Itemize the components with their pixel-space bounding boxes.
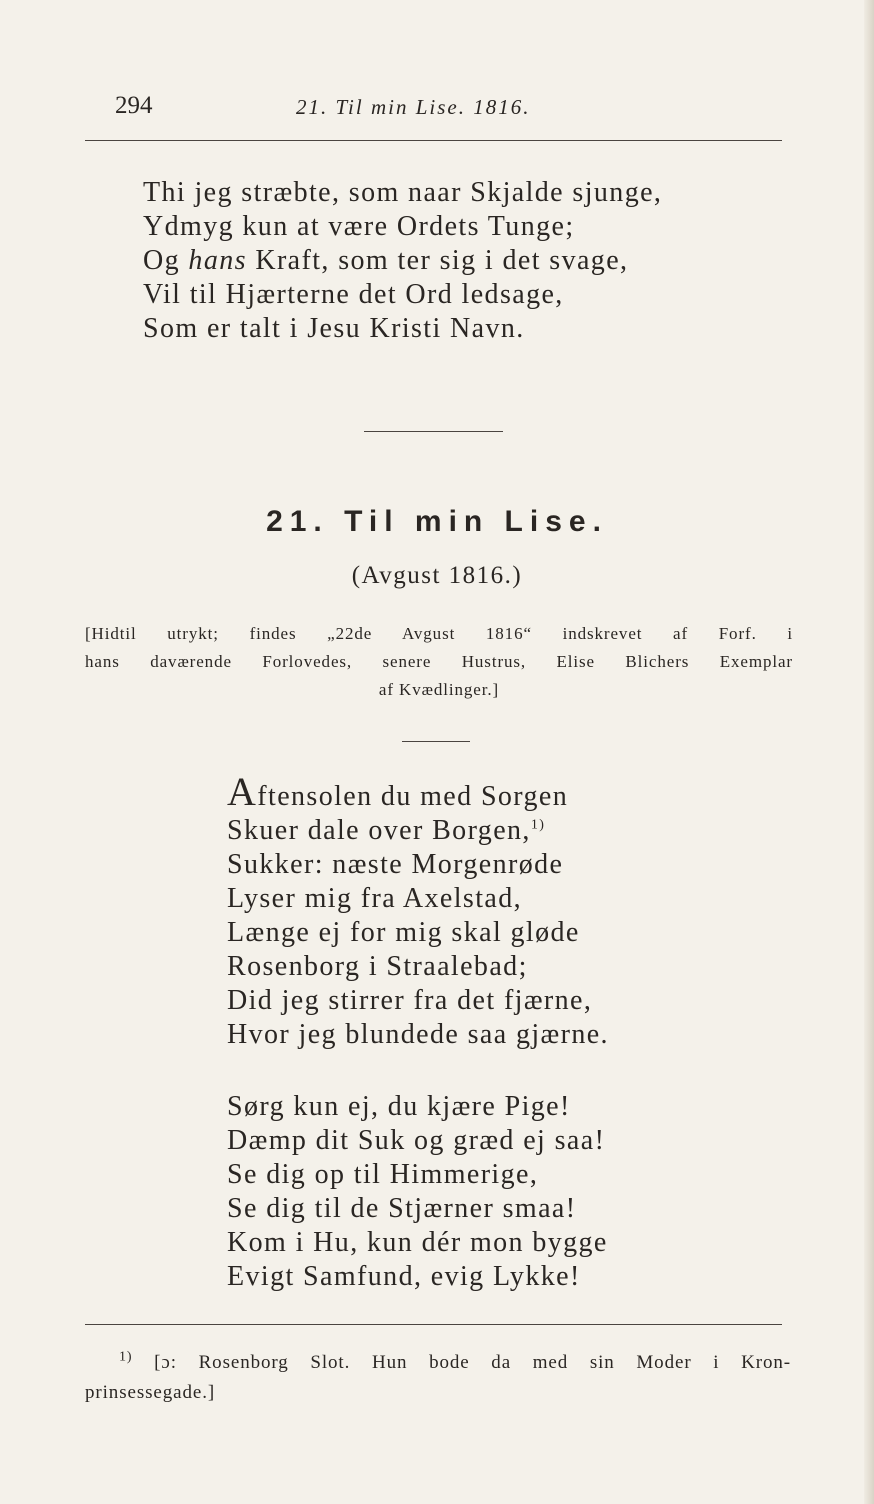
header-rule [85,140,782,141]
short-divider [402,741,470,742]
verse-line-rest: Kraft, som ter sig i det svage, [246,245,629,276]
footnote [85,1348,791,1408]
poem-title: 21. Til min Lise. [266,505,608,538]
stanza-previous-poem [143,176,662,346]
verse-line: Hvor jeg blundede saa gjærne. [227,1019,609,1050]
initial-letter: A [227,769,258,814]
verse-line-text: Skuer dale over Borgen, [227,815,531,846]
footnote-line [85,1348,791,1378]
verse-line: Evigt Samfund, evig Lykke! [227,1261,581,1292]
footnote-rule [85,1324,782,1325]
verse-line: Kom i Hu, kun dér mon bygge [227,1227,608,1258]
section-divider [364,431,503,432]
footnote-reference[interactable]: 1) [530,817,546,833]
verse-line-rest: ftensolen du med Sorgen [257,781,569,812]
verse-line [227,814,609,848]
verse-line: Dæmp dit Suk og græd ej saa! [227,1125,606,1156]
footnote-line: prinsessegade.] [85,1382,216,1403]
verse-line: Did jeg stirrer fra det fjærne, [227,985,593,1016]
editorial-note-line: [Hidtil utrykt; findes „22de Avgust 1816“ indskrevet af Forf. i [85,624,793,643]
verse-line: Vil til Hjærterne det Ord ledsage, [143,279,564,310]
page-header [112,92,782,132]
verse-line: Thi jeg stræbte, som naar Skjalde sjunge, [143,177,663,208]
emphasized-word: hans [188,245,247,276]
verse-line: Ydmyg kun at være Ordets Tunge; [143,211,575,242]
editorial-note-line: hans daværende Forlovedes, senere Hustrus, Elise Blichers Exemplar [85,652,793,671]
page-number: 294 [115,92,153,119]
verse-line: Rosenborg i Straalebad; [227,951,528,982]
editorial-note-line: af Kvædlinger.] [378,680,500,699]
verse-line: Sørg kun ej, du kjære Pige! [227,1091,571,1122]
editorial-note [85,620,793,704]
verse-line-start: Og [143,245,189,276]
verse-line: Lyser mig fra Axelstad, [227,883,523,914]
page-edge [864,0,874,1504]
verse-line: Som er talt i Jesu Kristi Navn. [143,313,525,344]
verse-line [143,244,662,278]
verse-line: Se dig til de Stjærner smaa! [227,1193,577,1224]
footnote-marker: 1) [119,1349,133,1365]
running-head: 21. Til min Lise. 1816. [296,95,531,119]
verse-line-first [227,769,609,814]
footnote-text: [ɔ: Rosenborg Slot. Hun bode da med sin Moder i Kron- [154,1352,791,1373]
verse-line: Sukker: næste Morgenrøde [227,849,564,880]
stanza-2 [227,1090,608,1294]
verse-line: Længe ej for mig skal gløde [227,917,580,948]
verse-line: Se dig op til Himmerige, [227,1159,539,1190]
poem-date: (Avgust 1816.) [351,562,523,589]
stanza-1 [227,769,609,1052]
